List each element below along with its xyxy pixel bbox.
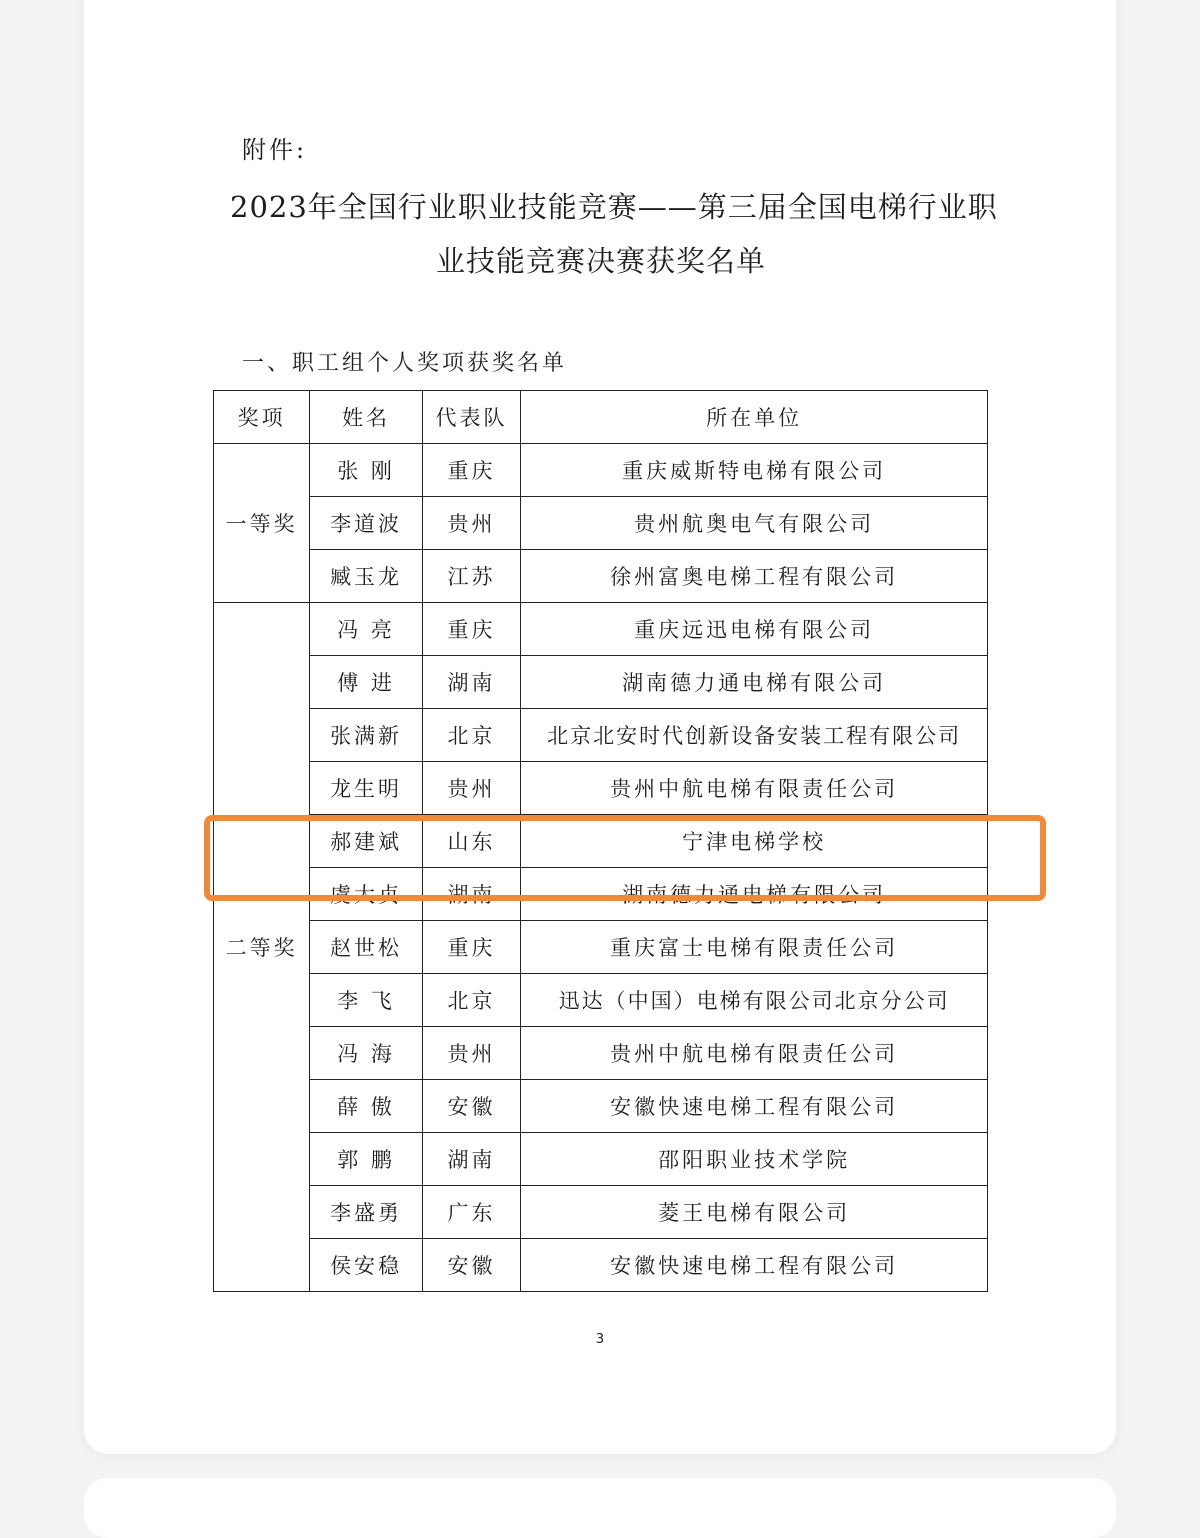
name-cell: 冯 海 [310,1027,422,1080]
name-cell: 郝建斌 [310,815,422,868]
name-cell: 臧玉龙 [310,550,422,603]
attachment-label: 附件: [242,136,308,164]
table-row [214,762,988,815]
organization-cell: 邵阳职业技术学院 [521,1133,988,1186]
table-row [214,1133,988,1186]
table-row [214,1186,988,1239]
header-team: 代表队 [422,391,520,444]
header-award: 奖项 [214,391,310,444]
name-cell: 张 刚 [310,444,422,497]
award-first-prize: 一等奖 [214,444,310,603]
organization-cell: 迅达（中国）电梯有限公司北京分公司 [521,974,988,1027]
table-row [214,1080,988,1133]
team-cell: 山东 [422,815,520,868]
organization-cell: 贵州中航电梯有限责任公司 [521,1027,988,1080]
document-title-line-2: 业技能竞赛决赛获奖名单 [435,244,766,278]
team-cell: 重庆 [422,444,520,497]
organization-cell: 宁津电梯学校 [521,815,988,868]
table-row-highlighted [214,815,988,868]
table-row [214,656,988,709]
team-cell: 贵州 [422,762,520,815]
organization-cell: 重庆威斯特电梯有限公司 [521,444,988,497]
table-row [214,868,988,921]
table-row [214,550,988,603]
organization-cell: 重庆富士电梯有限责任公司 [521,921,988,974]
name-cell: 龙生明 [310,762,422,815]
document-title-line-1: 2023年全国行业职业技能竞赛——第三届全国电梯行业职 [230,190,998,224]
section-heading: 一、职工组个人奖项获奖名单 [242,351,568,376]
header-name: 姓名 [310,391,422,444]
name-cell: 薛 傲 [310,1080,422,1133]
table-header-row [214,391,988,444]
table-row [214,603,988,656]
name-cell: 李 飞 [310,974,422,1027]
organization-cell: 菱王电梯有限公司 [521,1186,988,1239]
team-cell: 广东 [422,1186,520,1239]
table-row [214,1027,988,1080]
team-cell: 重庆 [422,921,520,974]
table-row [214,921,988,974]
organization-cell: 北京北安时代创新设备安装工程有限公司 [521,709,988,762]
team-cell: 安徽 [422,1080,520,1133]
name-cell: 冯 亮 [310,603,422,656]
team-cell: 江苏 [422,550,520,603]
team-cell: 安徽 [422,1239,520,1292]
name-cell: 郭 鹏 [310,1133,422,1186]
organization-cell: 安徽快速电梯工程有限公司 [521,1239,988,1292]
name-cell: 赵世松 [310,921,422,974]
team-cell: 湖南 [422,656,520,709]
team-cell: 重庆 [422,603,520,656]
team-cell: 湖南 [422,868,520,921]
name-cell: 李道波 [310,497,422,550]
organization-cell: 贵州中航电梯有限责任公司 [521,762,988,815]
next-page-card [84,1478,1116,1538]
organization-cell: 湖南德力通电梯有限公司 [521,656,988,709]
award-second-prize: 二等奖 [214,603,310,1292]
name-cell: 虞大贞 [310,868,422,921]
team-cell: 贵州 [422,1027,520,1080]
table-row [214,974,988,1027]
awards-table [213,390,988,1292]
name-cell: 李盛勇 [310,1186,422,1239]
document-title [230,180,998,288]
team-cell: 北京 [422,709,520,762]
table-row [214,497,988,550]
organization-cell: 徐州富奥电梯工程有限公司 [521,550,988,603]
name-cell: 傅 进 [310,656,422,709]
team-cell: 北京 [422,974,520,1027]
organization-cell: 湖南德力通电梯有限公司 [521,868,988,921]
organization-cell: 安徽快速电梯工程有限公司 [521,1080,988,1133]
table-row [214,1239,988,1292]
team-cell: 湖南 [422,1133,520,1186]
table-row [214,444,988,497]
organization-cell: 重庆远迅电梯有限公司 [521,603,988,656]
page-number: 3 [595,1332,605,1347]
team-cell: 贵州 [422,497,520,550]
name-cell: 张满新 [310,709,422,762]
name-cell: 侯安稳 [310,1239,422,1292]
table-row [214,709,988,762]
header-organization: 所在单位 [521,391,988,444]
organization-cell: 贵州航奥电气有限公司 [521,497,988,550]
